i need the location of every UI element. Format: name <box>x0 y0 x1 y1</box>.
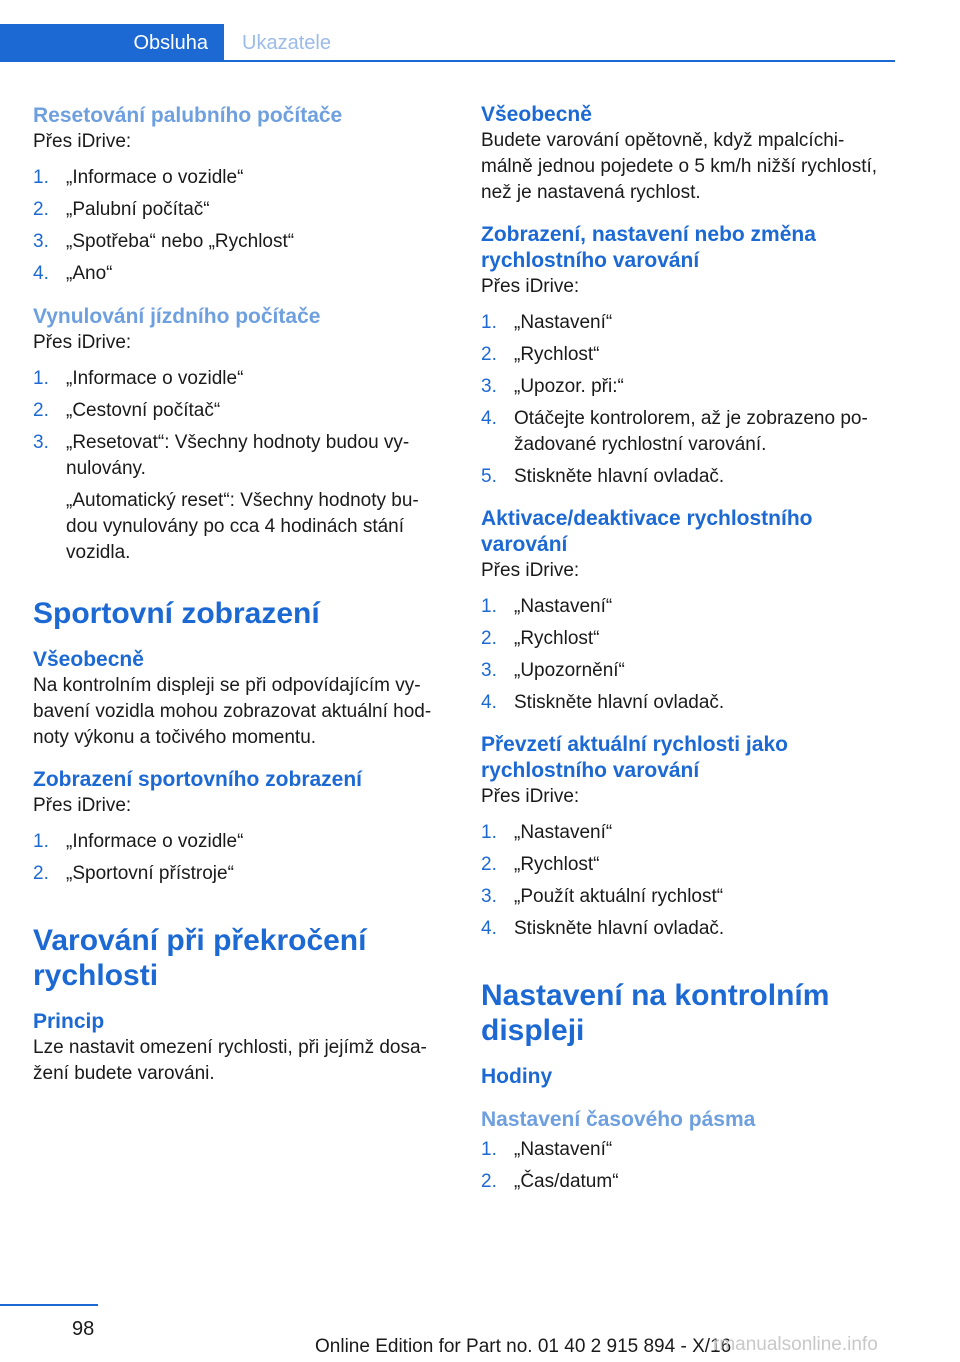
intro-text: Přes iDrive: <box>481 560 580 581</box>
list-item: 2. „Sportovní přístroje“ <box>33 863 234 884</box>
list-item: 1. „Nastavení“ <box>481 596 613 617</box>
tab-obsluha[interactable]: Obsluha <box>0 24 224 62</box>
list-item: 3. „Resetovat“: Všechny hodnoty budou vy-nulovány. <box>33 432 410 479</box>
chapter-heading: Nastavení na kontrolním displeji <box>481 979 830 1047</box>
body-text: Budete varování opětovně, když mpalcíchi-málně jednou pojedete o 5 km/h nižší rychlostí, než je nastavená rychlost. <box>481 130 878 203</box>
steps-list <box>33 165 448 287</box>
watermark: rmanualsonline.info <box>713 1334 878 1355</box>
list-item: 2. „Cestovní počítač“ <box>33 400 221 421</box>
list-item: 2. „Čas/datum“ <box>481 1171 619 1192</box>
right-column <box>481 102 896 1201</box>
list-item: 2. „Palubní počítač“ <box>33 199 210 220</box>
intro-text: Přes iDrive: <box>33 332 132 353</box>
list-item: 2. „Rychlost“ <box>481 854 600 875</box>
list-item: 2. „Rychlost“ <box>481 628 600 649</box>
sub-paragraph: „Automatický reset“: Všechny hodnoty bu-dou vynulovány po cca 4 hodinách stání vozidla. <box>66 490 419 563</box>
intro-text: Přes iDrive: <box>33 131 132 152</box>
list-item: 3. „Použít aktuální rychlost“ <box>481 886 724 907</box>
tab-ukazatele[interactable]: Ukazatele <box>242 31 331 54</box>
list-item: 3. „Upozor. při:“ <box>481 376 624 397</box>
section-title: Nastavení časového pásma <box>481 1108 756 1131</box>
steps-list <box>481 1137 896 1195</box>
list-item: 5. Stiskněte hlavní ovladač. <box>481 466 725 487</box>
section-title: Všeobecně <box>33 648 144 671</box>
list-item: 1. „Informace o vozidle“ <box>33 368 244 389</box>
section-title: Aktivace/deaktivace rychlostního varování <box>481 507 813 556</box>
list-item: 4. Otáčejte kontrolorem, až je zobrazeno po-žadované rychlostní varování. <box>481 408 868 455</box>
steps-list <box>481 310 896 490</box>
edition-text: Online Edition for Part no. 01 40 2 915 894 - X/16 <box>315 1336 732 1357</box>
list-item: 2. „Rychlost“ <box>481 344 600 365</box>
section-title: Převzetí aktuální rychlosti jako rychlostního varování <box>481 733 788 782</box>
chapter-heading: Sportovní zobrazení <box>33 597 320 630</box>
steps-list <box>481 820 896 942</box>
left-column <box>33 102 448 1087</box>
chapter-heading: Varování při překročení rychlosti <box>33 924 367 992</box>
steps-list <box>33 829 448 887</box>
section-title: Všeobecně <box>481 103 592 126</box>
intro-text: Přes iDrive: <box>33 795 132 816</box>
steps-list <box>33 366 448 482</box>
section-title: Zobrazení sportovního zobrazení <box>33 768 363 791</box>
footer-line <box>0 1304 98 1306</box>
section-title: Hodiny <box>481 1065 553 1088</box>
list-item: 1. „Informace o vozidle“ <box>33 831 244 852</box>
list-item: 4. Stiskněte hlavní ovladač. <box>481 918 725 939</box>
list-item: 3. „Spotřeba“ nebo „Rychlost“ <box>33 231 295 252</box>
body-text: Na kontrolním displeji se při odpovídajícím vy-bavení vozidla mohou zobrazovat aktuální hod-noty výkonu a točivého momentu. <box>33 675 432 748</box>
list-item: 1. „Informace o vozidle“ <box>33 167 244 188</box>
header-tabs <box>0 24 895 62</box>
body-text: Lze nastavit omezení rychlosti, při jejímž dosa-žení budete varováni. <box>33 1037 427 1084</box>
list-item: 1. „Nastavení“ <box>481 1139 613 1160</box>
section-title: Princip <box>33 1010 105 1033</box>
list-item: 1. „Nastavení“ <box>481 822 613 843</box>
list-item: 4. „Ano“ <box>33 263 113 284</box>
tab-underline <box>224 60 895 62</box>
section-title: Resetování palubního počítače <box>33 104 343 127</box>
list-item: 4. Stiskněte hlavní ovladač. <box>481 692 725 713</box>
section-title: Vynulování jízdního počítače <box>33 305 321 328</box>
page-number: 98 <box>72 1318 95 1340</box>
intro-text: Přes iDrive: <box>481 786 580 807</box>
intro-text: Přes iDrive: <box>481 276 580 297</box>
section-title: Zobrazení, nastavení nebo změna rychlostního varování <box>481 223 816 272</box>
list-item: 3. „Upozornění“ <box>481 660 625 681</box>
list-item: 1. „Nastavení“ <box>481 312 613 333</box>
steps-list <box>481 594 896 716</box>
